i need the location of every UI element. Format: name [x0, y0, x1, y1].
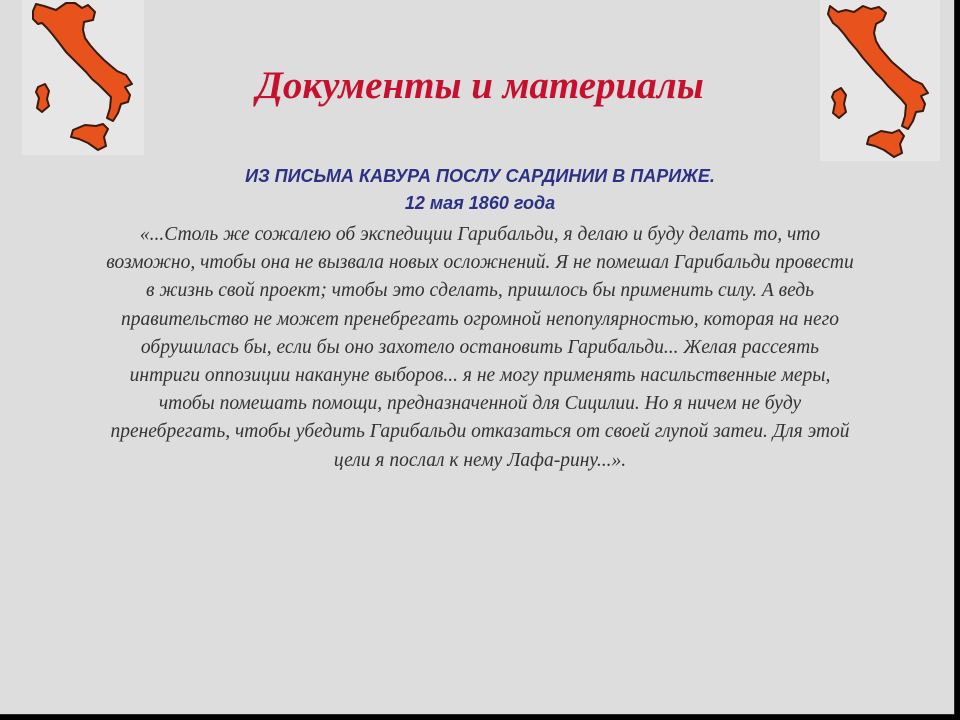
italy-map-icon — [22, 0, 144, 155]
letter-date: 12 мая 1860 года — [404, 193, 556, 213]
italy-map-icon-left — [22, 0, 144, 155]
italy-map-icon — [820, 0, 940, 161]
slide-title: Документы и материалы — [256, 64, 704, 107]
italy-map-icon-right — [820, 0, 940, 161]
quote-line: интриги оппозиции накануне выборов... я не могу применять насильственные меры, — [129, 365, 831, 387]
quote-line: обрушилась бы, если бы оно захотело остановить Гарибальди... Желая рассеять — [140, 336, 820, 358]
letter-heading-title: ИЗ ПИСЬМА КАВУРА ПОСЛУ САРДИНИИ В ПАРИЖЕ. — [245, 166, 715, 186]
quote-line: чтобы помешать помощи, предназначенной для Сицилии. Но я ничем не буду — [158, 393, 802, 415]
letter-quote — [20, 221, 940, 475]
quote-line: в жизнь свой проект; чтобы это сделать, пришлось бы применить силу. А ведь — [146, 280, 814, 302]
quote-line: правительство не может пренебрегать огромной непопулярностью, которая на него — [121, 308, 839, 330]
quote-line: «...Столь же сожалею об экспедиции Гарибальди, я делаю и буду делать то, что — [139, 224, 821, 245]
letter-heading — [40, 163, 920, 217]
quote-line: пренебрегать, чтобы убедить Гарибальди отказаться от своей глупой затеи. Для этой — [110, 421, 850, 443]
quote-line: возможно, чтобы она не вызвала новых осложнений. Я не помешал Гарибальди провести — [106, 252, 854, 274]
quote-line: цели я послал к нему Лафа-рину...». — [333, 449, 627, 471]
